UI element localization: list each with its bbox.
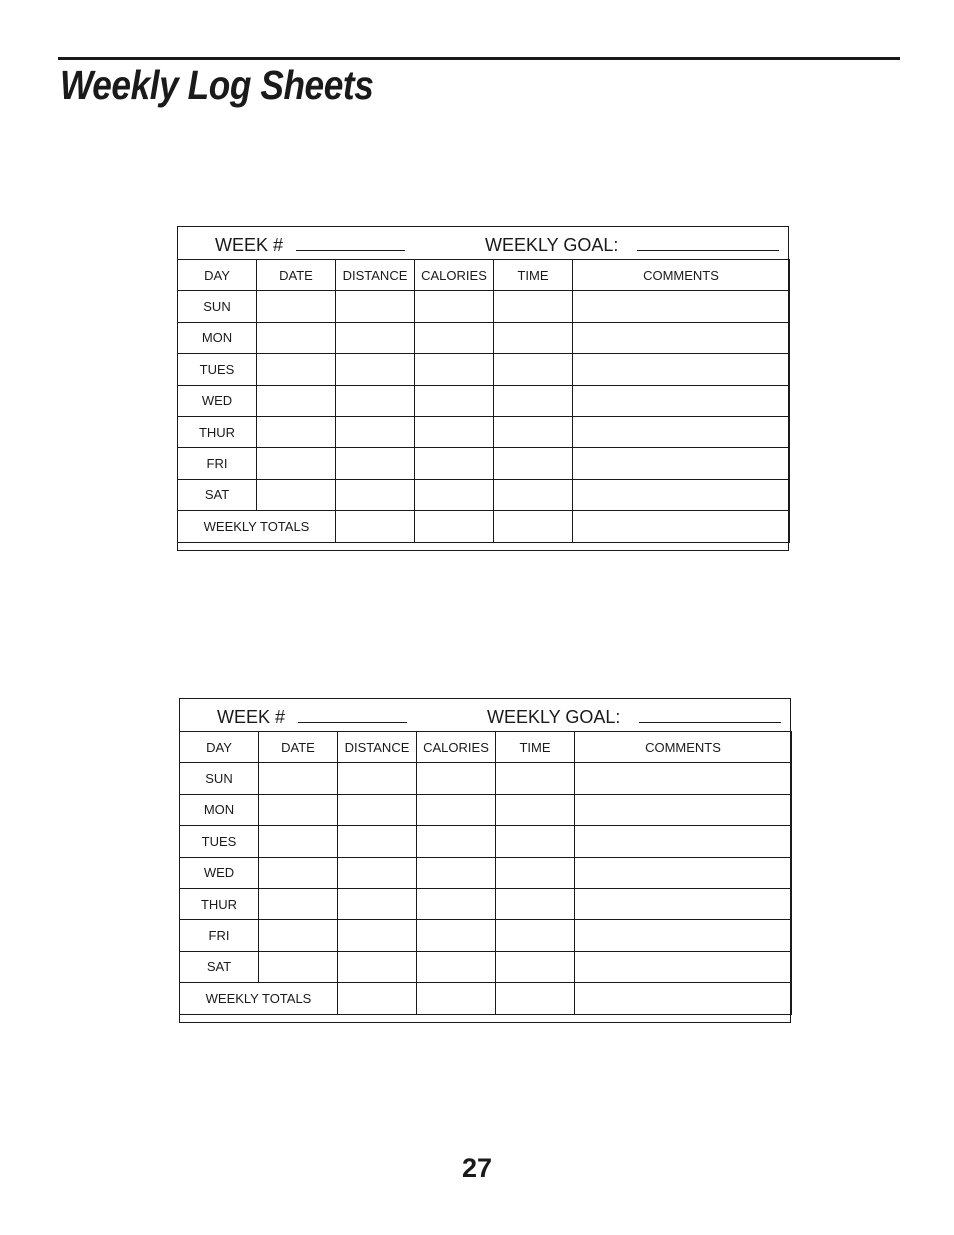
weekly-goal-label: WEEKLY GOAL: — [487, 707, 621, 727]
column-header-date: DATE — [259, 732, 338, 763]
calories-cell[interactable] — [415, 416, 494, 447]
weekly-log-sheet — [177, 226, 789, 551]
table-row — [178, 479, 790, 510]
time-cell[interactable] — [494, 448, 573, 479]
comments-cell[interactable] — [575, 920, 792, 951]
page-title: Weekly Log Sheets — [60, 62, 374, 108]
table-row — [178, 385, 790, 416]
calories-cell[interactable] — [417, 826, 496, 857]
log-table — [177, 259, 790, 543]
day-label: SAT — [180, 951, 259, 982]
day-label: TUES — [180, 826, 259, 857]
calories-cell[interactable] — [415, 479, 494, 510]
distance-cell[interactable] — [336, 448, 415, 479]
distance-total-cell[interactable] — [336, 511, 415, 542]
column-header-day: DAY — [180, 732, 259, 763]
calories-total-cell[interactable] — [415, 511, 494, 542]
time-cell[interactable] — [496, 857, 575, 888]
time-total-cell[interactable] — [494, 511, 573, 542]
calories-cell[interactable] — [417, 888, 496, 919]
day-label: THUR — [180, 888, 259, 919]
day-label: SUN — [180, 763, 259, 794]
weekly-goal-field[interactable] — [637, 250, 779, 251]
day-label: SUN — [178, 291, 257, 322]
time-cell[interactable] — [496, 794, 575, 825]
week-number-label: WEEK # — [215, 235, 284, 255]
comments-cell[interactable] — [575, 951, 792, 982]
date-cell[interactable] — [257, 479, 336, 510]
date-cell[interactable] — [259, 920, 338, 951]
totals-row — [178, 511, 790, 542]
date-cell[interactable] — [259, 794, 338, 825]
calories-cell[interactable] — [417, 763, 496, 794]
column-header-calories: CALORIES — [415, 260, 494, 291]
table-row — [180, 857, 792, 888]
comments-cell[interactable] — [573, 354, 790, 385]
calories-cell[interactable] — [417, 951, 496, 982]
weekly-goal-label: WEEKLY GOAL: — [485, 235, 619, 255]
calories-cell[interactable] — [415, 322, 494, 353]
week-number-field[interactable] — [296, 250, 405, 251]
distance-cell[interactable] — [336, 416, 415, 447]
day-label: WED — [178, 385, 257, 416]
time-cell[interactable] — [496, 763, 575, 794]
weekly-totals-label: WEEKLY TOTALS — [180, 983, 338, 1014]
time-cell[interactable] — [494, 291, 573, 322]
distance-cell[interactable] — [338, 826, 417, 857]
weekly-totals-label: WEEKLY TOTALS — [178, 511, 336, 542]
comments-total-cell[interactable] — [575, 983, 792, 1014]
day-label: WED — [180, 857, 259, 888]
comments-cell[interactable] — [573, 322, 790, 353]
day-label: MON — [178, 322, 257, 353]
calories-total-cell[interactable] — [417, 983, 496, 1014]
date-cell[interactable] — [257, 354, 336, 385]
header-row — [180, 732, 792, 763]
table-row — [180, 888, 792, 919]
date-cell[interactable] — [257, 385, 336, 416]
day-label: SAT — [178, 479, 257, 510]
day-label: TUES — [178, 354, 257, 385]
distance-cell[interactable] — [338, 951, 417, 982]
table-row — [178, 354, 790, 385]
distance-cell[interactable] — [338, 794, 417, 825]
table-row — [178, 322, 790, 353]
day-label: FRI — [180, 920, 259, 951]
comments-cell[interactable] — [575, 763, 792, 794]
day-label: FRI — [178, 448, 257, 479]
column-header-date: DATE — [257, 260, 336, 291]
column-header-time: TIME — [496, 732, 575, 763]
distance-cell[interactable] — [338, 763, 417, 794]
date-cell[interactable] — [259, 763, 338, 794]
comments-cell[interactable] — [573, 416, 790, 447]
column-header-time: TIME — [494, 260, 573, 291]
calories-cell[interactable] — [417, 794, 496, 825]
time-cell[interactable] — [496, 826, 575, 857]
time-cell[interactable] — [494, 354, 573, 385]
time-cell[interactable] — [494, 479, 573, 510]
table-row — [178, 416, 790, 447]
date-cell[interactable] — [259, 857, 338, 888]
time-total-cell[interactable] — [496, 983, 575, 1014]
date-cell[interactable] — [257, 291, 336, 322]
date-cell[interactable] — [259, 951, 338, 982]
calories-cell[interactable] — [417, 857, 496, 888]
header-row — [178, 260, 790, 291]
column-header-distance: DISTANCE — [336, 260, 415, 291]
comments-cell[interactable] — [575, 826, 792, 857]
distance-cell[interactable] — [336, 385, 415, 416]
time-cell[interactable] — [494, 416, 573, 447]
time-cell[interactable] — [496, 888, 575, 919]
comments-total-cell[interactable] — [573, 511, 790, 542]
calories-cell[interactable] — [415, 291, 494, 322]
distance-cell[interactable] — [338, 920, 417, 951]
calories-cell[interactable] — [417, 920, 496, 951]
calories-cell[interactable] — [415, 385, 494, 416]
time-cell[interactable] — [496, 920, 575, 951]
comments-cell[interactable] — [573, 448, 790, 479]
log-sheet-header — [180, 699, 790, 732]
comments-cell[interactable] — [575, 857, 792, 888]
weekly-log-sheet — [179, 698, 791, 1023]
column-header-day: DAY — [178, 260, 257, 291]
distance-total-cell[interactable] — [338, 983, 417, 1014]
log-sheet-header — [178, 227, 788, 260]
table-row — [180, 794, 792, 825]
column-header-calories: CALORIES — [417, 732, 496, 763]
calories-cell[interactable] — [415, 448, 494, 479]
time-cell[interactable] — [494, 322, 573, 353]
week-number-field[interactable] — [298, 722, 407, 723]
totals-row — [180, 983, 792, 1014]
day-label: MON — [180, 794, 259, 825]
date-cell[interactable] — [257, 416, 336, 447]
distance-cell[interactable] — [336, 291, 415, 322]
time-cell[interactable] — [494, 385, 573, 416]
page-number: 27 — [461, 1153, 493, 1183]
date-cell[interactable] — [257, 322, 336, 353]
distance-cell[interactable] — [336, 322, 415, 353]
date-cell[interactable] — [259, 888, 338, 919]
comments-cell[interactable] — [573, 385, 790, 416]
weekly-goal-field[interactable] — [639, 722, 781, 723]
table-row — [180, 920, 792, 951]
distance-cell[interactable] — [336, 354, 415, 385]
column-header-distance: DISTANCE — [338, 732, 417, 763]
day-label: THUR — [178, 416, 257, 447]
table-row — [180, 951, 792, 982]
table-row — [178, 291, 790, 322]
column-header-comments: COMMENTS — [575, 732, 792, 763]
log-table — [179, 731, 792, 1015]
table-row — [180, 826, 792, 857]
comments-cell[interactable] — [575, 888, 792, 919]
comments-cell[interactable] — [575, 794, 792, 825]
calories-cell[interactable] — [415, 354, 494, 385]
time-cell[interactable] — [496, 951, 575, 982]
comments-cell[interactable] — [573, 291, 790, 322]
distance-cell[interactable] — [338, 888, 417, 919]
table-row — [180, 763, 792, 794]
column-header-comments: COMMENTS — [573, 260, 790, 291]
date-cell[interactable] — [257, 448, 336, 479]
distance-cell[interactable] — [338, 857, 417, 888]
comments-cell[interactable] — [573, 479, 790, 510]
date-cell[interactable] — [259, 826, 338, 857]
table-row — [178, 448, 790, 479]
week-number-label: WEEK # — [217, 707, 286, 727]
distance-cell[interactable] — [336, 479, 415, 510]
